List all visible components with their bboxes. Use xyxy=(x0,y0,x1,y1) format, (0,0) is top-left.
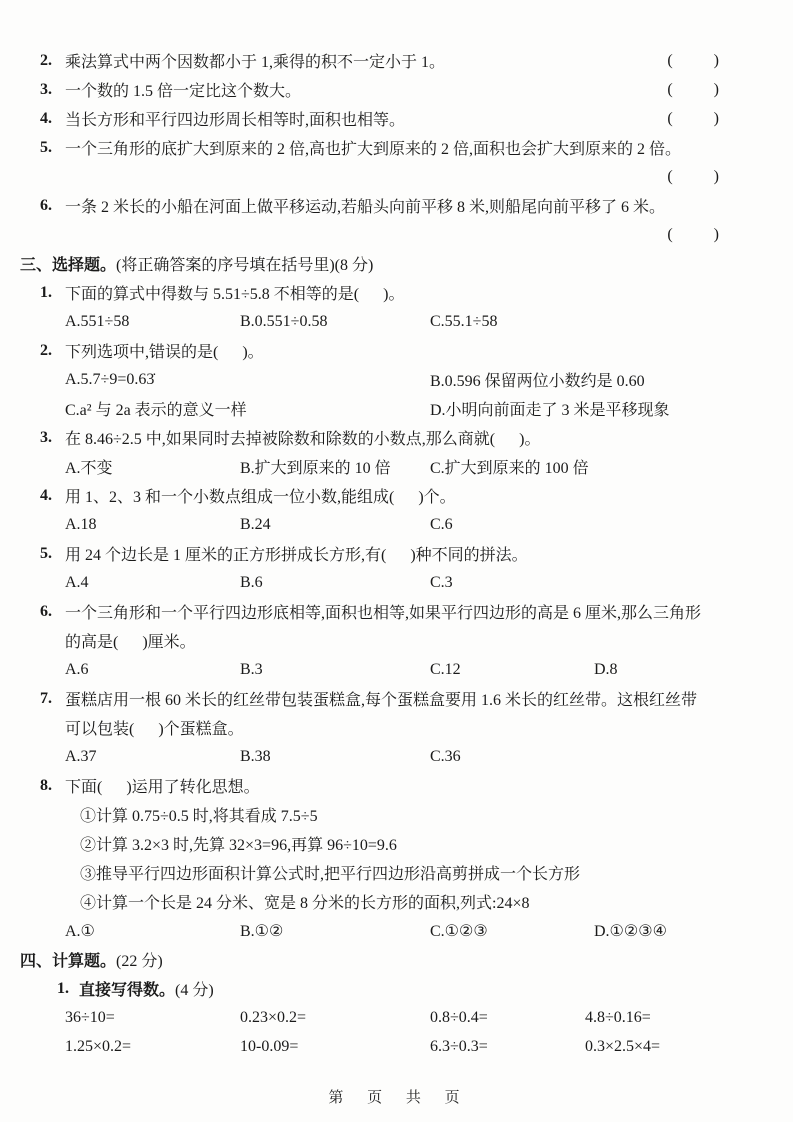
choice-question-2-options-row2 xyxy=(65,394,793,423)
calc-expression: 0.3×2.5×4= xyxy=(585,1037,661,1055)
question-text: 可以包装( )个蛋糕盒。 xyxy=(65,721,244,738)
question-number: 4. xyxy=(40,486,52,504)
judge-item-6 xyxy=(0,191,793,220)
option: A.18 xyxy=(65,515,97,533)
subitem-text: ③推导平行四边形面积计算公式时,把平行四边形沿高剪拼成一个长方形 xyxy=(80,866,581,883)
option: B.3 xyxy=(240,660,263,678)
calc-expression: 0.8÷0.4= xyxy=(430,1008,488,1026)
question-text: 下面的算式中得数与 5.51÷5.8 不相等的是( )。 xyxy=(65,286,405,303)
choice-question-3 xyxy=(0,423,793,452)
option: B.6 xyxy=(240,573,263,591)
section-choice-header xyxy=(0,249,793,278)
option: C.①②③ xyxy=(430,922,488,940)
judge-item-5 xyxy=(0,133,793,162)
option: B.24 xyxy=(240,515,271,533)
answer-bracket: ( ) xyxy=(667,225,720,243)
option: C.36 xyxy=(430,747,461,765)
option: A.551÷58 xyxy=(65,312,130,330)
option: C.a² 与 2a 表示的意义一样 xyxy=(65,402,247,419)
choice-question-8 xyxy=(0,771,793,800)
choice-question-4 xyxy=(0,481,793,510)
question-number: 2. xyxy=(40,341,52,359)
item-number: 3. xyxy=(40,80,52,98)
item-number: 5. xyxy=(40,138,52,156)
question-number: 6. xyxy=(40,602,52,620)
choice-question-6-options xyxy=(65,655,793,684)
option: A.① xyxy=(65,922,95,940)
answer-bracket: ( ) xyxy=(667,51,720,69)
subitem-text: ②计算 3.2×3 时,先算 32×3=96,再算 96÷10=9.6 xyxy=(80,837,397,854)
question-number: 5. xyxy=(40,544,52,562)
section-title: 三、选择题。 xyxy=(20,257,117,274)
choice-question-8-subitem-3 xyxy=(0,858,793,887)
option: C.6 xyxy=(430,515,453,533)
option: A.不变 xyxy=(65,460,113,477)
choice-question-2 xyxy=(0,336,793,365)
choice-question-1-options xyxy=(65,307,793,336)
choice-question-5 xyxy=(0,539,793,568)
question-number: 7. xyxy=(40,689,52,707)
answer-bracket: ( ) xyxy=(667,109,720,127)
option: A.5.7÷9=0.63̇ xyxy=(65,370,155,388)
calc-expression: 1.25×0.2= xyxy=(65,1037,132,1055)
choice-question-8-options xyxy=(65,916,793,945)
question-number: 3. xyxy=(40,428,52,446)
choice-question-7-line2 xyxy=(0,713,793,742)
judge-item-2 xyxy=(0,46,793,75)
subsection-number: 1. xyxy=(57,979,69,997)
calc-expression: 6.3÷0.3= xyxy=(430,1037,488,1055)
option: C.3 xyxy=(430,573,453,591)
choice-question-6-line2 xyxy=(0,626,793,655)
option: C.55.1÷58 xyxy=(430,312,498,330)
option: B.0.596 保留两位小数约是 0.60 xyxy=(430,373,645,390)
question-text: 用 24 个边长是 1 厘米的正方形拼成长方形,有( )种不同的拼法。 xyxy=(65,547,528,564)
subsection-points: (4 分) xyxy=(175,982,214,999)
page-footer: 第 页 共 页 xyxy=(328,1090,465,1106)
item-text: 当长方形和平行四边形周长相等时,面积也相等。 xyxy=(65,112,406,129)
option: A.6 xyxy=(65,660,89,678)
item-text: 一个数的 1.5 倍一定比这个数大。 xyxy=(65,83,302,100)
item-text: 一条 2 米长的小船在河面上做平移运动,若船头向前平移 8 米,则船尾向前平移了 6 米。 xyxy=(65,199,666,216)
answer-bracket: ( ) xyxy=(667,80,720,98)
item-text: 一个三角形的底扩大到原来的 2 倍,高也扩大到原来的 2 倍,面积也会扩大到原来的 2 倍。 xyxy=(65,141,682,158)
option: C.扩大到原来的 100 倍 xyxy=(430,460,589,477)
section-points: (22 分) xyxy=(116,953,163,970)
option: A.4 xyxy=(65,573,89,591)
choice-question-2-options-row1 xyxy=(65,365,793,394)
item-number: 4. xyxy=(40,109,52,127)
subitem-text: ④计算一个长是 24 分米、宽是 8 分米的长方形的面积,列式:24×8 xyxy=(80,895,530,912)
judge-item-4 xyxy=(0,104,793,133)
choice-question-6 xyxy=(0,597,793,626)
option: A.37 xyxy=(65,747,97,765)
section-title: 四、计算题。 xyxy=(20,953,117,970)
answer-bracket: ( ) xyxy=(667,167,720,185)
choice-question-3-options xyxy=(65,452,793,481)
option: B.0.551÷0.58 xyxy=(240,312,328,330)
option: B.扩大到原来的 10 倍 xyxy=(240,460,391,477)
option: D.小明向前面走了 3 米是平移现象 xyxy=(430,402,670,419)
question-text: 在 8.46÷2.5 中,如果同时去掉被除数和除数的小数点,那么商就( )。 xyxy=(65,431,541,448)
subsection-title: 直接写得数。 xyxy=(79,982,176,999)
question-text: 下列选项中,错误的是( )。 xyxy=(65,344,264,361)
section-subtitle: (将正确答案的序号填在括号里)(8 分) xyxy=(116,257,374,274)
option: B.38 xyxy=(240,747,271,765)
option: C.12 xyxy=(430,660,461,678)
calc-expression: 36÷10= xyxy=(65,1008,115,1026)
calc-subsection-header xyxy=(0,974,793,1003)
subitem-text: ①计算 0.75÷0.5 时,将其看成 7.5÷5 xyxy=(80,808,318,825)
calc-expression: 4.8÷0.16= xyxy=(585,1008,651,1026)
item-number: 2. xyxy=(40,51,52,69)
question-text: 下面( )运用了转化思想。 xyxy=(65,779,260,796)
judge-item-5-bracket-row xyxy=(0,162,793,191)
choice-question-1 xyxy=(0,278,793,307)
option: D.8 xyxy=(594,660,618,678)
option: B.①② xyxy=(240,922,284,940)
section-calc-header xyxy=(0,945,793,974)
choice-question-4-options xyxy=(65,510,793,539)
choice-question-8-subitem-2 xyxy=(0,829,793,858)
option: D.①②③④ xyxy=(594,922,667,940)
question-number: 8. xyxy=(40,776,52,794)
item-number: 6. xyxy=(40,196,52,214)
calc-row-2 xyxy=(65,1032,793,1061)
choice-question-5-options xyxy=(65,568,793,597)
judge-item-6-bracket-row xyxy=(0,220,793,249)
judge-item-3 xyxy=(0,75,793,104)
question-text: 用 1、2、3 和一个小数点组成一位小数,能组成( )个。 xyxy=(65,489,456,506)
calc-expression: 0.23×0.2= xyxy=(240,1008,307,1026)
question-text: 的高是( )厘米。 xyxy=(65,634,196,651)
question-text: 蛋糕店用一根 60 米长的红丝带包装蛋糕盒,每个蛋糕盒要用 1.6 米长的红丝带。这根红丝带 xyxy=(65,692,698,709)
choice-question-8-subitem-4 xyxy=(0,887,793,916)
item-text: 乘法算式中两个因数都小于 1,乘得的积不一定小于 1。 xyxy=(65,54,446,71)
question-number: 1. xyxy=(40,283,52,301)
choice-question-7-options xyxy=(65,742,793,771)
question-text: 一个三角形和一个平行四边形底相等,面积也相等,如果平行四边形的高是 6 厘米,那么三角形 xyxy=(65,605,702,622)
choice-question-7 xyxy=(0,684,793,713)
choice-question-8-subitem-1 xyxy=(0,800,793,829)
calc-row-1 xyxy=(65,1003,793,1032)
calc-expression: 10-0.09= xyxy=(240,1037,299,1055)
